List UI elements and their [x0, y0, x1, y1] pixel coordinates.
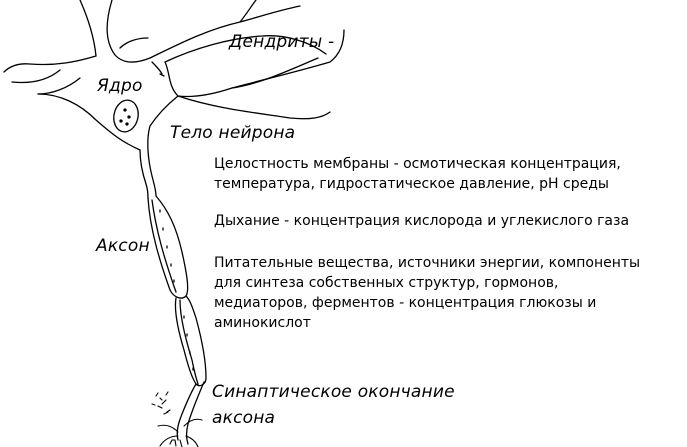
nutrition-note-line: Питательные вещества, источники энергии, компоненты — [214, 255, 641, 271]
nutrition-note-line: медиаторов, ферментов - концентрация глюкозы и — [214, 295, 597, 311]
dendrites-label: Дендриты - — [229, 32, 335, 52]
nutrition-note — [214, 253, 640, 333]
respiration-note-line: Дыхание - концентрация кислорода и углекислого газа — [214, 213, 630, 229]
nucleus-label: Ядро — [97, 76, 143, 96]
nutrition-note-line: аминокислот — [214, 315, 311, 331]
terminal-fibers — [152, 392, 202, 447]
nutrition-note-line: для синтеза собственных структур, гормонов, — [214, 275, 559, 291]
axon-shape — [148, 196, 206, 444]
membrane-note-line: температура, гидростатическое давление, pH среды — [214, 176, 609, 192]
membrane-note — [214, 154, 621, 194]
axon-label: Аксон — [96, 236, 150, 256]
respiration-note — [214, 211, 629, 231]
terminal-label-line2: аксона — [212, 408, 276, 428]
nucleus-shape — [111, 98, 141, 134]
membrane-note-line: Целостность мембраны - осмотическая концентрация, — [214, 156, 621, 172]
terminal-label-line1: Синаптическое окончание — [212, 382, 455, 402]
cell-body-label: Тело нейрона — [170, 123, 296, 143]
